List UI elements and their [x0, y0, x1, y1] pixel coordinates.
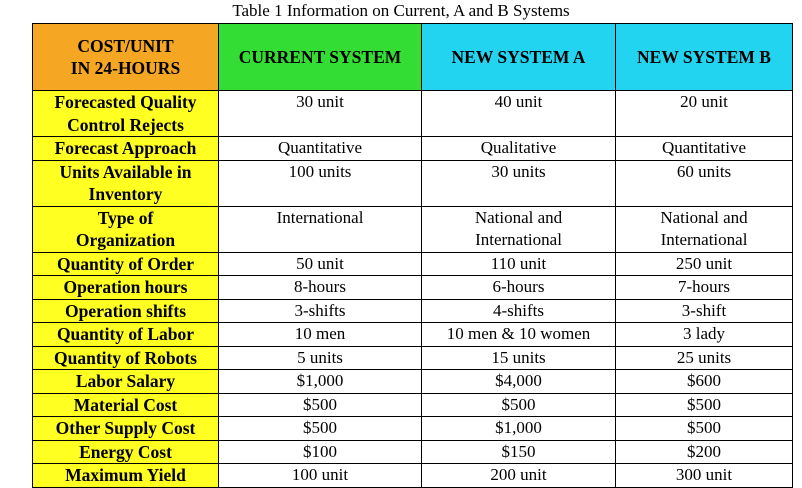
cell-new-system-b: [616, 137, 793, 161]
cell-new-system-a: [422, 417, 616, 441]
cell-value-line: International: [660, 230, 748, 249]
cell-value-line: 60 units: [676, 161, 732, 181]
cell-new-system-b: [616, 464, 793, 488]
cell-value-line: 3-shift: [681, 300, 727, 320]
cell-new-system-b: [616, 370, 793, 394]
row-label-line: Maximum Yield: [65, 465, 186, 485]
cell-value-line: 100 units: [288, 161, 352, 181]
cell-value-line: 3 lady: [682, 324, 726, 343]
header-new-system-b: NEW SYSTEM B: [616, 24, 793, 91]
row-label-line: Control Rejects: [67, 114, 184, 135]
cell-new-system-a: [422, 299, 616, 323]
cell-value-line: International: [276, 207, 364, 227]
cell-new-system-a: [422, 91, 616, 137]
table-body: [33, 91, 793, 488]
cell-value-line: 7-hours: [678, 277, 730, 296]
table-row-other-supply-cost: [33, 417, 793, 441]
row-label-line: Organization: [75, 230, 176, 250]
row-label-line: Units Available in: [59, 161, 192, 182]
table-row-material-cost: [33, 393, 793, 417]
cell-value-line: 6-hours: [492, 277, 545, 296]
cell-new-system-a: [422, 370, 616, 394]
cell-new-system-a: [422, 252, 616, 276]
cell-current-system: [219, 91, 422, 137]
cell-current-system: [219, 440, 422, 464]
cell-value-line: 30 unit: [296, 92, 344, 111]
cell-value-line: 30 units: [491, 161, 546, 181]
cell-value-line: National and: [660, 207, 748, 227]
cell-value-line: $500: [303, 394, 337, 414]
row-label-line: Labor Salary: [75, 371, 176, 391]
header-cost-line-1: COST/UNIT: [77, 36, 174, 56]
cell-new-system-b: [616, 323, 793, 347]
row-label: [33, 276, 219, 300]
row-label: [33, 323, 219, 347]
cell-current-system: [219, 137, 422, 161]
row-label-line: Operation hours: [63, 277, 188, 297]
cell-value-line: $4,000: [495, 371, 542, 390]
cell-value-line: $1,000: [296, 371, 344, 390]
header-new-system-a: NEW SYSTEM A: [422, 24, 616, 91]
table-row-forecast-approach: [33, 137, 793, 161]
cell-new-system-b: [616, 440, 793, 464]
cell-current-system: [219, 323, 422, 347]
row-label: [33, 91, 219, 137]
cell-value-line: $500: [501, 394, 536, 414]
cell-new-system-b: [616, 346, 793, 370]
header-cost-line-2: IN 24-HOURS: [70, 58, 181, 78]
cell-new-system-a: [422, 464, 616, 488]
cell-value-line: $500: [687, 418, 721, 437]
cell-new-system-b: [616, 252, 793, 276]
cell-new-system-a: [422, 137, 616, 161]
cell-new-system-a: [422, 206, 616, 252]
header-current-system: CURRENT SYSTEM: [219, 24, 422, 91]
cell-new-system-b: [616, 417, 793, 441]
cell-value-line: 110 unit: [490, 253, 547, 273]
cell-value-line: 40 unit: [494, 92, 543, 111]
cell-value-line: 10 men: [294, 324, 346, 343]
cell-value-line: 20 unit: [680, 92, 728, 111]
row-label: [33, 346, 219, 370]
cell-value-line: 250 unit: [675, 253, 733, 273]
cell-value-line: 15 units: [491, 347, 546, 367]
table-row-energy-cost: [33, 440, 793, 464]
cell-new-system-b: [616, 160, 793, 206]
row-label-line: Type of: [97, 207, 154, 228]
table-row-labor-salary: [33, 370, 793, 394]
cell-current-system: [219, 464, 422, 488]
cell-value-line: Quantitative: [277, 138, 363, 157]
row-label: [33, 206, 219, 252]
table-row-maximum-yield: [33, 464, 793, 488]
row-label: [33, 417, 219, 441]
cell-new-system-a: [422, 323, 616, 347]
row-label-line: Operation shifts: [64, 300, 187, 321]
table-caption: Table 1 Information on Current, A and B Systems: [232, 1, 570, 20]
cell-new-system-a: [422, 346, 616, 370]
cell-value-line: 10 men & 10 women: [446, 324, 591, 343]
cell-value-line: 5 units: [297, 347, 343, 367]
row-label-line: Inventory: [88, 184, 163, 204]
cell-new-system-a: [422, 276, 616, 300]
row-label-line: Energy Cost: [79, 441, 172, 462]
header-cost-per-unit: [33, 24, 219, 91]
cell-new-system-a: [422, 160, 616, 206]
cell-value-line: 25 units: [676, 347, 732, 367]
cell-value-line: National and: [474, 207, 563, 227]
header-row: [33, 24, 793, 91]
cell-value-line: Quantitative: [661, 138, 747, 157]
row-label-line: Quantity of Labor: [56, 324, 195, 344]
cell-new-system-b: [616, 276, 793, 300]
row-label: [33, 370, 219, 394]
cell-new-system-a: [422, 440, 616, 464]
cell-value-line: 100 unit: [291, 465, 349, 484]
table-row-forecasted-quality-control-rejects: [33, 91, 793, 137]
cell-value-line: $1,000: [495, 418, 542, 437]
cell-value-line: 8-hours: [294, 277, 346, 296]
row-label: [33, 393, 219, 417]
row-label-line: Quantity of Robots: [54, 347, 197, 368]
table-row-operation-shifts: [33, 299, 793, 323]
cell-new-system-a: [422, 393, 616, 417]
row-label-line: Material Cost: [73, 394, 178, 415]
cell-current-system: [219, 160, 422, 206]
cell-value-line: $500: [303, 418, 337, 437]
cell-value-line: 3-shifts: [294, 300, 346, 320]
cell-current-system: [219, 299, 422, 323]
cell-value-line: International: [475, 230, 562, 249]
cell-value-line: $500: [687, 394, 721, 414]
cell-new-system-b: [616, 206, 793, 252]
table-row-units-available-in-inventory: [33, 160, 793, 206]
cell-value-line: 300 unit: [675, 465, 733, 484]
row-label: [33, 137, 219, 161]
cell-value-line: $200: [687, 441, 721, 461]
cell-value-line: $600: [687, 371, 721, 390]
cell-current-system: [219, 252, 422, 276]
systems-comparison-table: [32, 23, 793, 488]
cell-value-line: $150: [501, 441, 536, 461]
table-row-type-of-organization: [33, 206, 793, 252]
table-row-quantity-of-robots: [33, 346, 793, 370]
cell-current-system: [219, 276, 422, 300]
cell-new-system-b: [616, 91, 793, 137]
row-label-line: Forecasted Quality: [54, 92, 197, 112]
table-row-quantity-of-labor: [33, 323, 793, 347]
cell-current-system: [219, 370, 422, 394]
cell-value-line: 200 unit: [490, 465, 547, 484]
cell-current-system: [219, 206, 422, 252]
table-row-operation-hours: [33, 276, 793, 300]
row-label: [33, 440, 219, 464]
cell-current-system: [219, 417, 422, 441]
row-label: [33, 160, 219, 206]
row-label-line: Forecast Approach: [54, 138, 197, 158]
row-label-line: Quantity of Order: [56, 253, 195, 274]
row-label: [33, 252, 219, 276]
cell-value-line: 50 unit: [296, 253, 344, 273]
cell-value-line: Qualitative: [480, 138, 557, 157]
cell-value-line: $100: [303, 441, 337, 461]
cell-current-system: [219, 393, 422, 417]
row-label: [33, 299, 219, 323]
cell-new-system-b: [616, 393, 793, 417]
cell-current-system: [219, 346, 422, 370]
row-label: [33, 464, 219, 488]
table-row-quantity-of-order: [33, 252, 793, 276]
row-label-line: Other Supply Cost: [55, 418, 196, 438]
cell-new-system-b: [616, 299, 793, 323]
cell-value-line: 4-shifts: [493, 300, 544, 320]
